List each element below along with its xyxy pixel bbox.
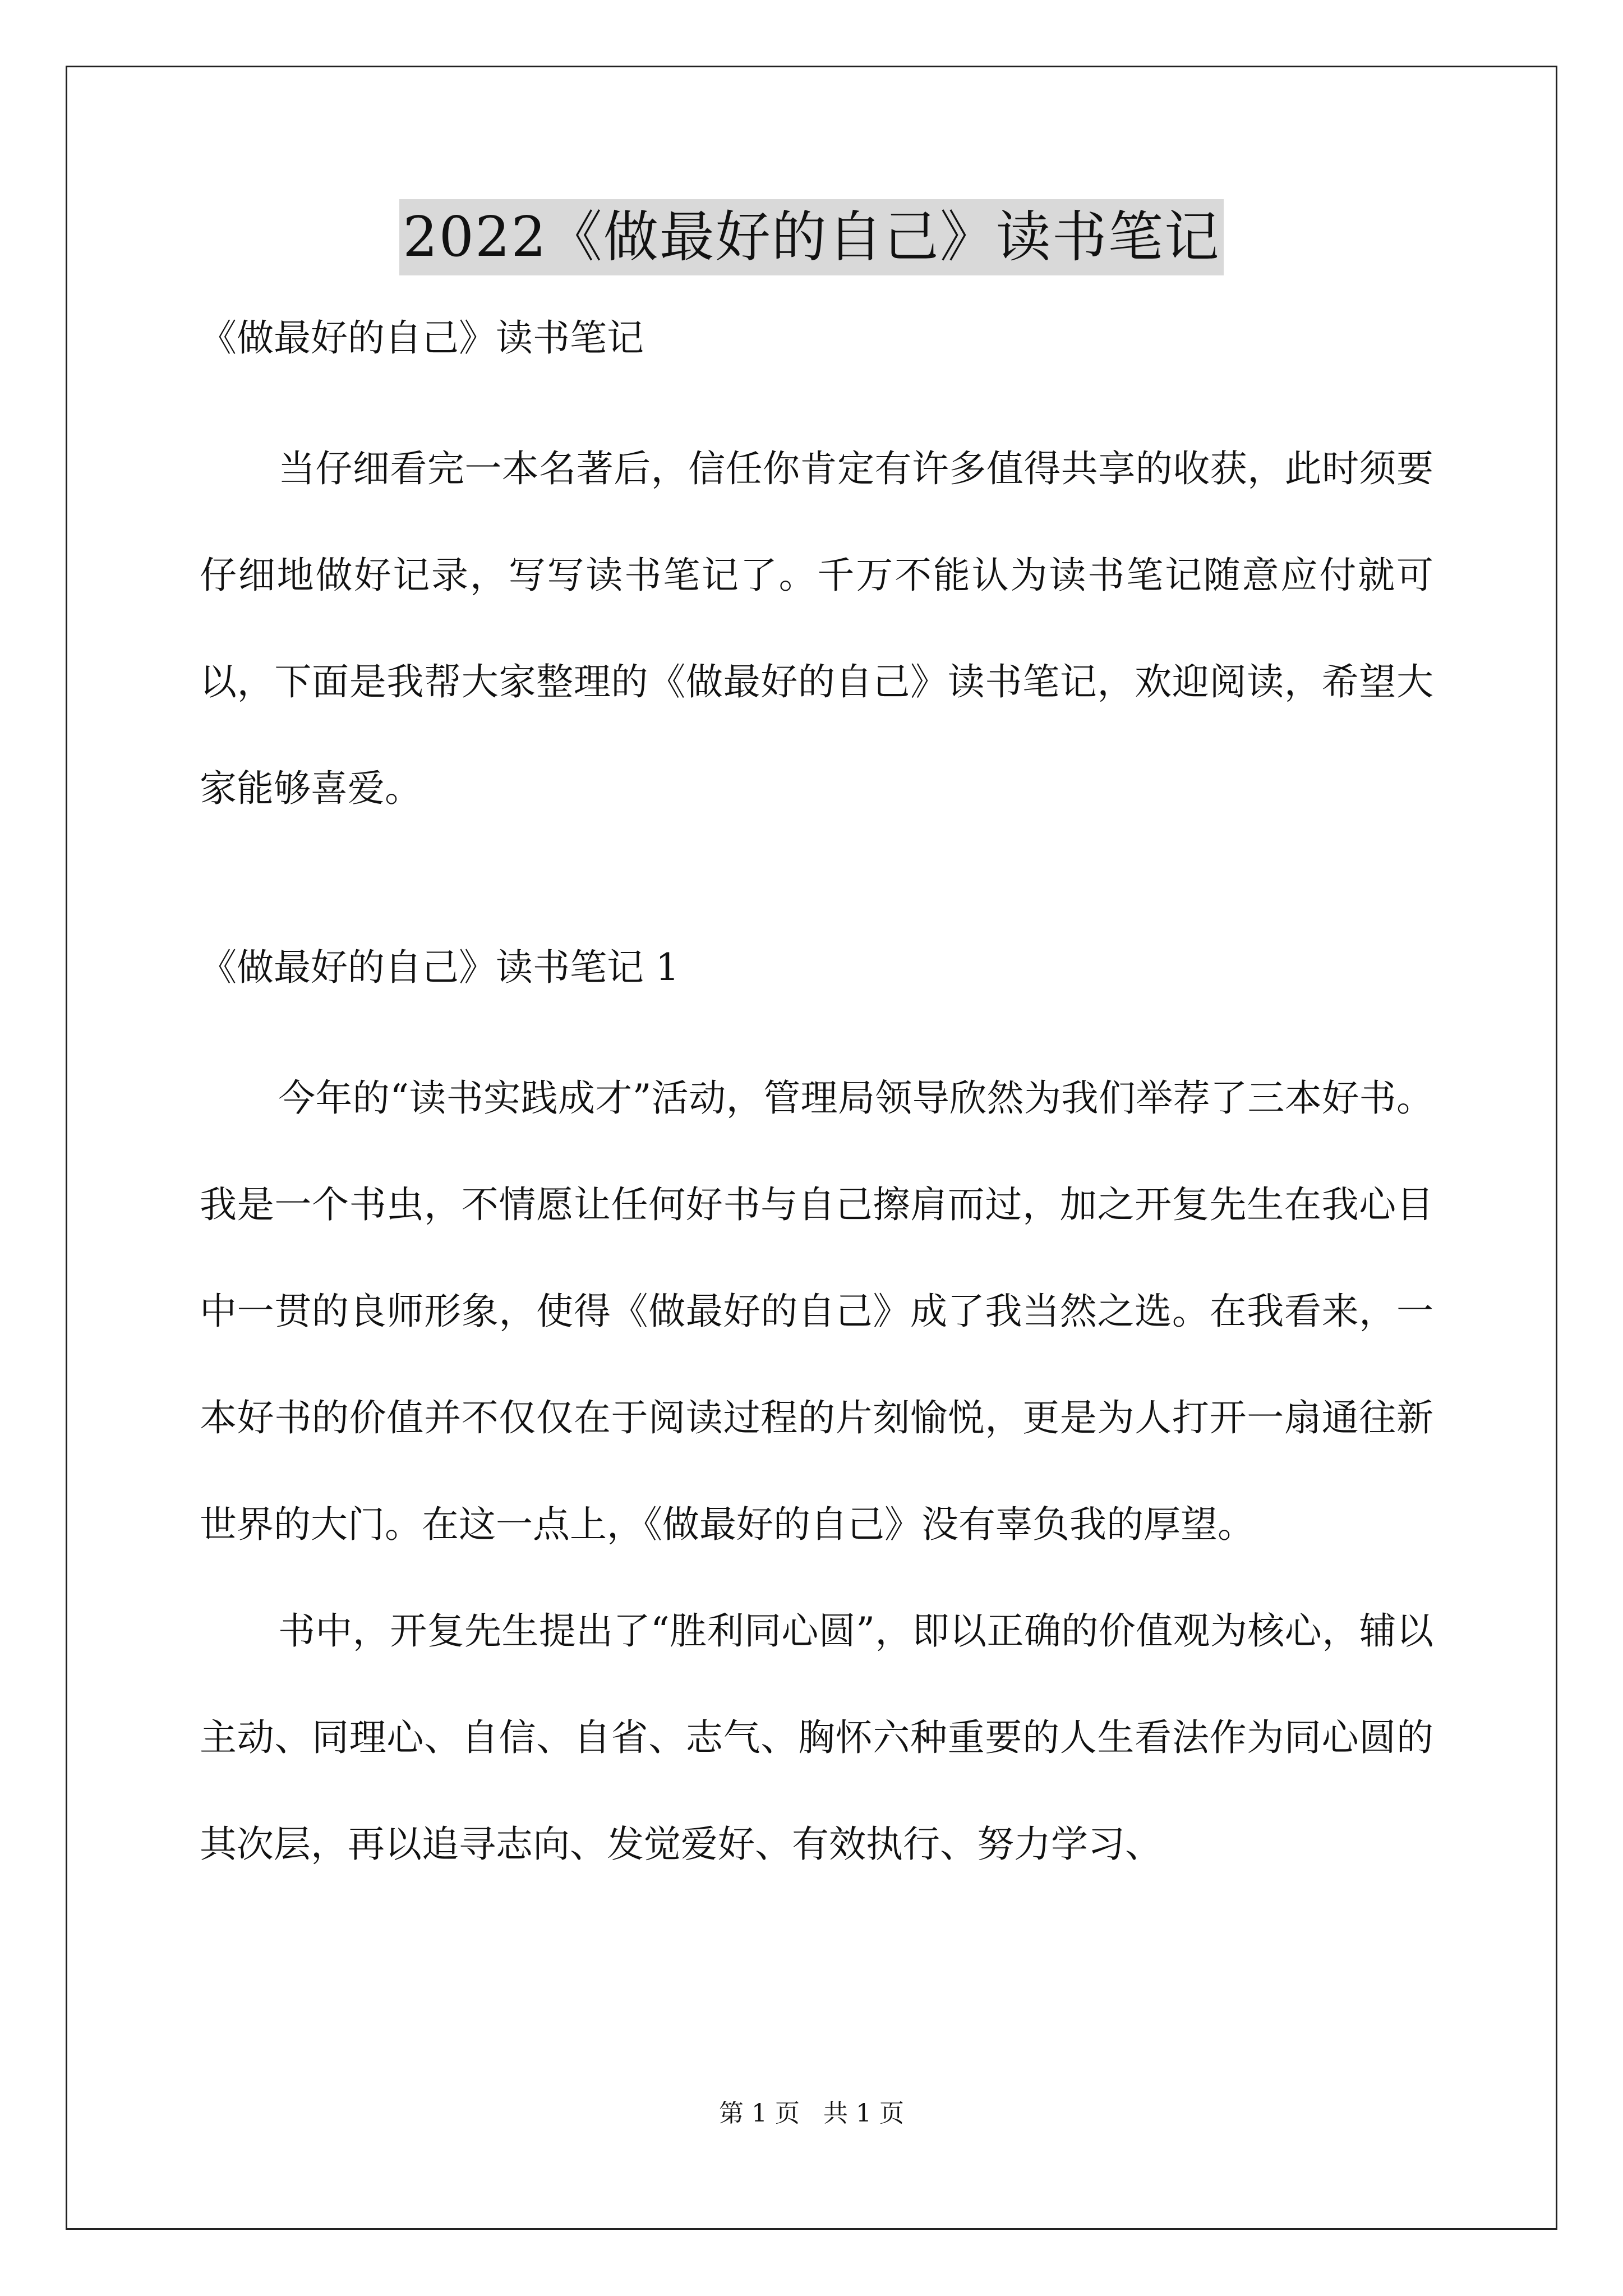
document-body (200, 311, 1433, 1898)
page-footer: 第 1 页 共 1 页 (719, 2099, 904, 2128)
intro-paragraph: 当仔细看完一本名著后，信任你肯定有许多值得共享的收获，此时须要仔细地做好记录，写写读书笔记了。千万不能认为读书笔记随意应付就可以，下面是我帮大家整理的《做最好的自己》读书笔记，欢迎阅读，希望大家能够喜爱。 (200, 447, 1433, 810)
spacer (200, 365, 1433, 416)
spacer (200, 995, 1433, 1045)
title-container (0, 199, 1623, 275)
section-spacer (200, 842, 1433, 941)
section1-paragraph-1: 今年的“读书实践成才”活动，管理局领导欣然为我们举荐了三本好书。我是一个书虫，不情愿让任何好书与自己擦肩而过，加之开复先生在我心目中一贯的良师形象，使得《做最好的自己》成了我当然之选。在我看来，一本好书的价值并不仅仅在于阅读过程的片刻愉悦，更是为人打开一扇通往新世界的大门。在这一点上，《做最好的自己》没有辜负我的厚望。 (200, 1076, 1433, 1546)
intro-heading: 《做最好的自己》读书笔记 (200, 316, 644, 360)
section1-heading: 《做最好的自己》读书笔记 1 (200, 946, 679, 989)
section1-paragraph-2: 书中，开复先生提出了“胜利同心圆”，即以正确的价值观为核心，辅以主动、同理心、自信、自省、志气、胸怀六种重要的人生看法作为同心圆的其次层，再以追寻志向、发觉爱好、有效执行、努力学习、 (200, 1609, 1433, 1866)
document-title: 2022《做最好的自己》读书笔记 (399, 199, 1223, 275)
